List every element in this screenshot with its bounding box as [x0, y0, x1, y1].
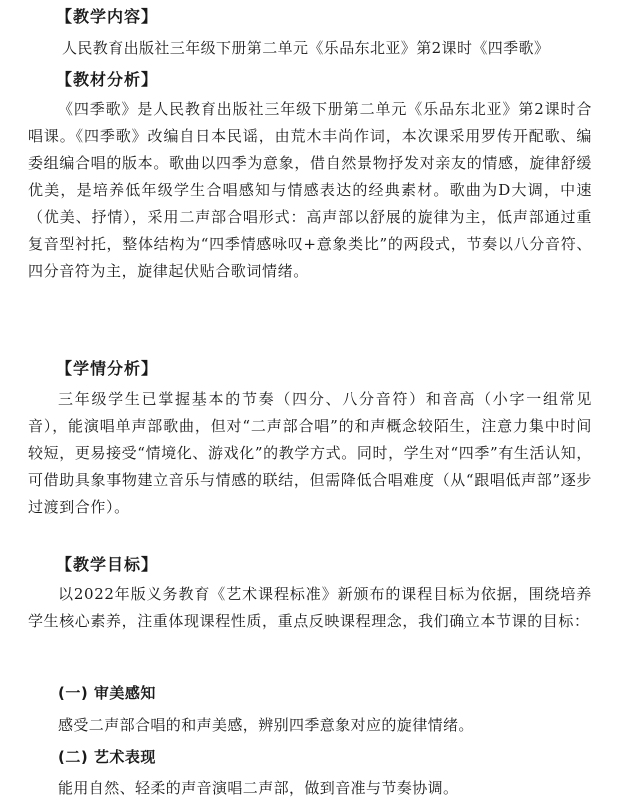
student-analysis-paragraph: 三年级学生已掌握基本的节奏（四分、八分音符）和音高（小字一组常见音），能演唱单声部歌曲，但对“二声部合唱”的和声概念较陌生，注意力集中时间较短，更易接受“情境化、游戏化”的教学方式。同时，学生对“四季”有生活认知，可借助具象事物建立音乐与情感的联结，但需降低合唱难度（从“跟唱低声部”逐步过渡到合作）。 — [28, 390, 592, 516]
section-heading-teaching-content: 【教学内容】 — [56, 7, 159, 26]
goal-text-aesthetic-perception: 感受二声部合唱的和声美感，辨别四季意象对应的旋律情绪。 — [58, 716, 474, 734]
goal-title-aesthetic-perception: (一) 审美感知 — [58, 684, 156, 702]
teaching-content-text: 人民教育出版社三年级下册第二单元《乐品东北亚》第2课时《四季歌》 — [62, 39, 550, 57]
teaching-goals-intro: 以2022年版义务教育《艺术课程标准》新颁布的课程目标为依据，围绕培养学生核心素养，注重体现课程性质，重点反映课程理念，我们确立本节课的目标： — [28, 585, 592, 630]
section-heading-material-analysis: 【教材分析】 — [56, 70, 159, 89]
goal-title-artistic-expression: (二) 艺术表现 — [58, 748, 156, 766]
section-heading-teaching-goals: 【教学目标】 — [56, 555, 159, 574]
material-analysis-paragraph: 《四季歌》是人民教育出版社三年级下册第二单元《乐品东北亚》第2课时合唱课。《四季歌》改编自日本民谣，由荒木丰尚作词，本次课采用罗传开配歌、编委组编合唱的版本。歌曲以四季为意象，借自然景物抒发对亲友的情感，旋律舒缓优美，是培养低年级学生合唱感知与情感表达的经典素材。歌曲为D大调，中速（优美、抒情），采用二声部合唱形式：高声部以舒展的旋律为主，低声部通过重复音型衬托，整体结构为“四季情感咏叹+意象类比”的两段式，节奏以八分音符、四分音符为主，旋律起伏贴合歌词情绪。 — [28, 100, 592, 280]
goal-text-artistic-expression: 能用自然、轻柔的声音演唱二声部，做到音准与节奏协调。 — [58, 779, 459, 797]
section-heading-student-analysis: 【学情分析】 — [56, 359, 159, 378]
